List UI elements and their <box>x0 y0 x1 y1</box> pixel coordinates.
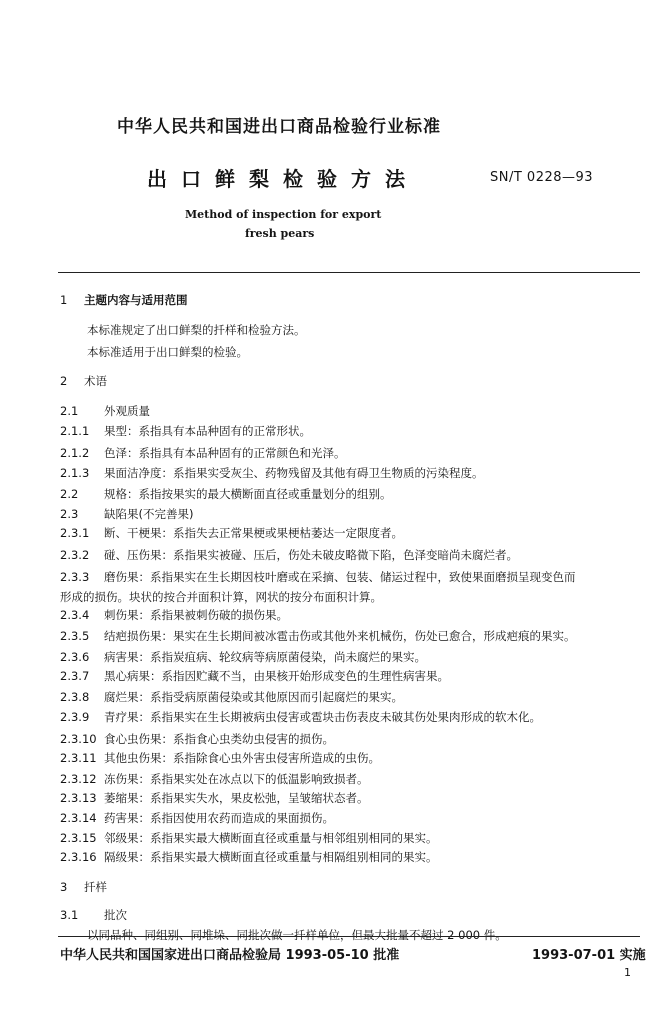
section-text: 缺陷果(不完善果) <box>104 507 194 521</box>
top-rule <box>58 272 640 273</box>
body-line <box>60 404 150 418</box>
section-text: 磨伤果：系指果实在生长期因枝叶磨或在采摘、包装、储运过程中，致使果面磨损呈现变色而 <box>104 570 576 584</box>
body-line <box>60 590 382 604</box>
body-line <box>60 374 107 388</box>
section-text: 结疤损伤果：果实在生长期间被冰雹击伤或其他外来机械伤，伤处已愈合，形成疤痕的果实。 <box>104 629 576 643</box>
section-number: 2.3.6 <box>60 650 90 664</box>
section-number: 2.1 <box>60 404 79 418</box>
section-text: 碰、压伤果：系指果实被碰、压后，伤处未破皮略微下陷，色泽变暗尚未腐烂者。 <box>104 548 518 562</box>
body-line <box>60 629 576 643</box>
body-line <box>60 908 127 922</box>
section-text: 术语 <box>84 374 107 388</box>
body-line <box>60 466 484 480</box>
body-line <box>60 650 426 664</box>
body-line <box>60 669 449 683</box>
section-text: 刺伤果：系指果被刺伤破的损伤果。 <box>104 608 288 622</box>
section-number: 3 <box>60 880 68 894</box>
approval-line: 中华人民共和国国家进出口商品检验局 1993-05-10 批准 <box>60 948 400 963</box>
section-number: 2.3.2 <box>60 548 90 562</box>
section-text: 本标准适用于出口鲜梨的检验。 <box>87 345 248 359</box>
english-title-line2: fresh pears <box>245 227 315 240</box>
english-title-line1: Method of inspection for export <box>185 208 382 221</box>
section-text: 扦样 <box>84 880 107 894</box>
body-line <box>60 690 403 704</box>
section-text: 本标准规定了出口鲜梨的扦样和检验方法。 <box>87 323 306 337</box>
section-text: 药害果：系指因使用农药而造成的果面损伤。 <box>104 811 334 825</box>
bottom-rule <box>58 936 640 937</box>
body-line <box>60 850 438 864</box>
section-text: 外观质量 <box>104 404 150 418</box>
section-number: 2.3.9 <box>60 710 90 724</box>
body-line <box>60 811 334 825</box>
section-text: 邻级果：系指果实最大横断面直径或重量与相邻组别相同的果实。 <box>104 831 438 845</box>
body-line <box>87 323 306 337</box>
section-text: 批次 <box>104 908 127 922</box>
body-line <box>60 608 288 622</box>
section-number: 2.3.1 <box>60 526 90 540</box>
body-line <box>87 345 248 359</box>
implementation-date: 1993-07-01 实施 <box>532 948 646 963</box>
section-number: 2.3.16 <box>60 850 97 864</box>
body-line <box>60 424 311 438</box>
body-line <box>60 446 346 460</box>
section-number: 2.3.15 <box>60 831 97 845</box>
body-line <box>60 710 541 724</box>
section-number: 3.1 <box>60 908 79 922</box>
body-line <box>60 732 334 746</box>
section-text: 果面洁净度：系指果实受灰尘、药物残留及其他有碍卫生物质的污染程度。 <box>104 466 484 480</box>
section-number: 1 <box>60 293 68 307</box>
section-number: 2.2 <box>60 487 79 501</box>
section-text: 冻伤果：系指果实处在冰点以下的低温影响致损者。 <box>104 772 369 786</box>
document-title: 出口鲜梨检验方法 <box>147 167 419 191</box>
section-number: 2.3 <box>60 507 79 521</box>
section-number: 2.1.3 <box>60 466 90 480</box>
page-number: 1 <box>624 966 631 979</box>
section-text: 以同品种、同组别、同堆垛、同批次做一扦样单位，但最大批量不超过 2 000 件。 <box>87 928 507 942</box>
body-line <box>60 507 193 521</box>
section-number: 2.3.13 <box>60 791 97 805</box>
section-text: 形成的损伤。块状的按合并面积计算，网状的按分布面积计算。 <box>60 590 382 604</box>
body-line <box>60 772 369 786</box>
section-text: 萎缩果：系指果实失水，果皮松弛，呈皱缩状态者。 <box>104 791 369 805</box>
section-text: 其他虫伤果：系指除食心虫外害虫侵害所造成的虫伤。 <box>104 751 380 765</box>
section-text: 黑心病果：系指因贮藏不当，由果核开始形成变色的生理性病害果。 <box>104 669 449 683</box>
body-line <box>60 293 188 307</box>
body-line <box>60 831 438 845</box>
section-text: 果型：系指具有本品种固有的正常形状。 <box>104 424 311 438</box>
body-line <box>60 548 518 562</box>
section-number: 2.3.8 <box>60 690 90 704</box>
section-number: 2 <box>60 374 68 388</box>
body-line <box>60 791 369 805</box>
section-number: 2.3.10 <box>60 732 97 746</box>
section-text: 青疗果：系指果实在生长期被病虫侵害或雹块击伤表皮未破其伤处果肉形成的软木化。 <box>104 710 541 724</box>
standard-number: SN/T 0228—93 <box>490 170 594 185</box>
section-number: 2.3.5 <box>60 629 90 643</box>
section-number: 2.1.1 <box>60 424 90 438</box>
body-line <box>60 487 392 501</box>
section-text: 主题内容与适用范围 <box>84 293 188 307</box>
section-text: 病害果：系指炭疽病、轮纹病等病原菌侵染，尚未腐烂的果实。 <box>104 650 426 664</box>
section-number: 2.3.12 <box>60 772 97 786</box>
body-line <box>60 570 576 584</box>
section-text: 隔级果：系指果实最大横断面直径或重量与相隔组别相同的果实。 <box>104 850 438 864</box>
section-number: 2.3.7 <box>60 669 90 683</box>
body-line <box>60 880 107 894</box>
body-line <box>60 751 380 765</box>
section-text: 食心虫伤果：系指食心虫类幼虫侵害的损伤。 <box>104 732 334 746</box>
section-number: 2.3.4 <box>60 608 90 622</box>
section-text: 腐烂果：系指受病原菌侵染或其他原因而引起腐烂的果实。 <box>104 690 403 704</box>
body-line <box>60 526 403 540</box>
section-number: 2.1.2 <box>60 446 90 460</box>
section-number: 2.3.14 <box>60 811 97 825</box>
section-number: 2.3.3 <box>60 570 90 584</box>
section-text: 规格：系指按果实的最大横断面直径或重量划分的组别。 <box>104 487 392 501</box>
section-text: 色泽：系指具有本品种固有的正常颜色和光泽。 <box>104 446 346 460</box>
body-line <box>87 928 507 942</box>
section-number: 2.3.11 <box>60 751 97 765</box>
publisher-header: 中华人民共和国进出口商品检验行业标准 <box>117 117 441 137</box>
section-text: 断、干梗果：系指失去正常果梗或果梗枯萎达一定限度者。 <box>104 526 403 540</box>
